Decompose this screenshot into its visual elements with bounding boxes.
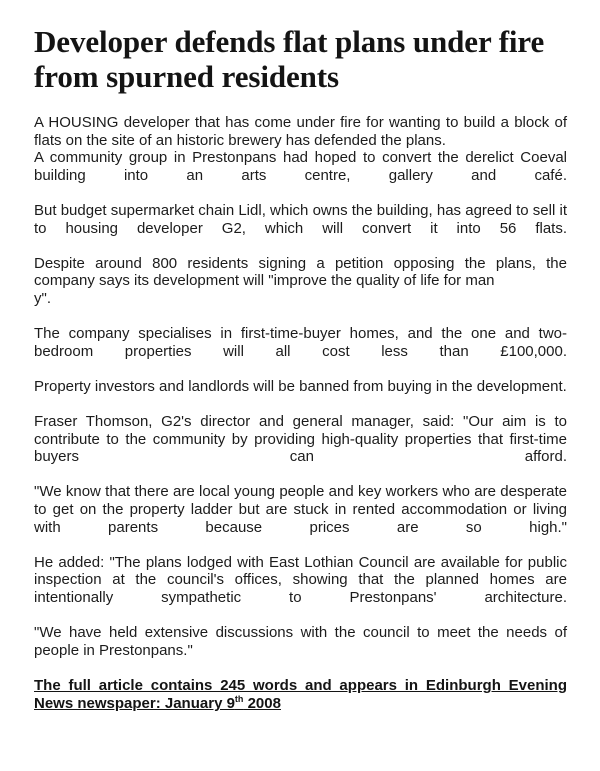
footer-year: 2008 [243, 695, 281, 712]
paragraph-first-time-buyer: The company specialises in first-time-buyer homes, and the one and two-bedroom properties will all cost less than £100,000. [34, 325, 567, 360]
paragraph-fraser-quote: Fraser Thomson, G2's director and general manager, said: "Our aim is to contribute to the community by providing high-quality properties that first-time buyers can afford. [34, 413, 567, 466]
paragraph-petition-end: y". [34, 289, 51, 307]
paragraph-lidl: But budget supermarket chain Lidl, which owns the building, has agreed to sell it to housing developer G2, which will convert it into 56 flats. [34, 201, 567, 237]
paragraph-council-plans: He added: "The plans lodged with East Lothian Council are available for public inspection at the council's offices, showing that the planned homes are intentionally sympathetic to Prestonpans' architecture. [34, 553, 567, 607]
paragraph-petition: Despite around 800 residents signing a petition opposing the plans, the company says its development will "improve the quality of life for man [34, 254, 567, 290]
article-body [34, 114, 567, 659]
paragraph-intro: A HOUSING developer that has come under fire for wanting to build a block of flats on the site of an historic brewery has defended the plans. [34, 114, 567, 149]
paragraph-discussions-quote: "We have held extensive discussions with the council to meet the needs of people in Prestonpans." [34, 624, 567, 659]
article-page [34, 24, 567, 713]
footer-date-suffix: th [234, 694, 244, 704]
footer-text: The full article contains 245 words and appears in Edinburgh Evening News newspaper: January 9 [34, 677, 567, 712]
paragraph-young-people-quote: "We know that there are local young people and key workers who are desperate to get on the property ladder but are stuck in rented accommodation or living with parents because prices are so high." [34, 483, 567, 536]
paragraph-investors: Property investors and landlords will be banned from buying in the development. [34, 377, 567, 395]
headline: Developer defends flat plans under fire from spurned residents [34, 24, 545, 94]
source-footer [34, 677, 567, 712]
paragraph-community-group: A community group in Prestonpans had hoped to convert the derelict Coeval building into an arts centre, gallery and café. [34, 149, 567, 184]
